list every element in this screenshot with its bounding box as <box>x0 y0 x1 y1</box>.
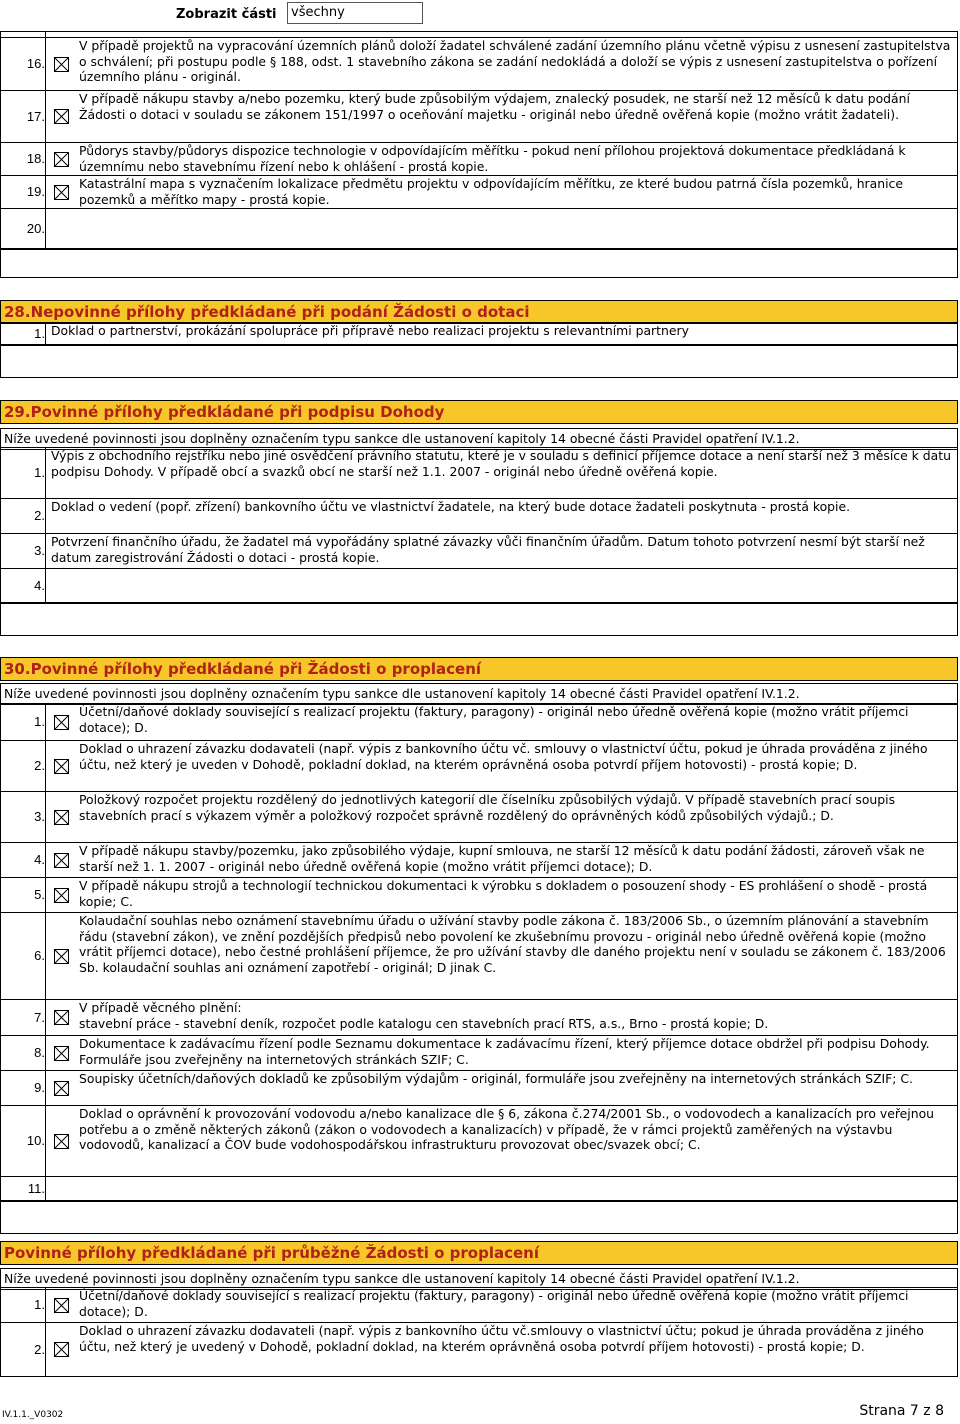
section-31-subtitle: Níže uvedené povinnosti jsou doplněny označením typu sankce dle ustanovení kapitoly 14 obecné části Pravidel opatření IV.1.2. <box>0 1268 958 1290</box>
row-text: Dokumentace k zadávacímu řízení podle Seznamu dokumentace k zadávacímu řízení, který příjemce dotace obdržel při podpisu Dohody. Formuláře jsou zveřejněny na internetových stránkách SZIF; C. <box>79 1036 930 1067</box>
row-divider <box>45 91 46 142</box>
row-text: Potvrzení finančního úřadu, že žadatel má vypořádány splatné závazky vůči finančním úřadům. Datum tohoto potvrzení nesmí být starší než datum zaregistrování Žádosti o dotaci - prostá kopie. <box>51 534 925 565</box>
attachment-row <box>0 703 958 741</box>
row-text: Výpis z obchodního rejstříku nebo jiné osvědčení právního statutu, které je v souladu s definicí příjemce dotace a není starší než 3 měsíce k datu podpisu Dohody. V případě obcí a svazků obcí ne starší než 1.1. 2007 - originál nebo úředně ověřená kopie. <box>51 448 951 479</box>
row-text: Katastrální mapa s vyznačením lokalizace předmětu projektu v odpovídajícím měřítku, ze které budou patrná čísla pozemků, hranice pozemků a měřítko mapy - prostá kopie. <box>79 176 903 207</box>
checked-checkbox-icon[interactable] <box>54 853 69 868</box>
row-text: V případě nákupu strojů a technologií technickou dokumentaci k výrobku s dokladem o posouzení shody - ES prohlášení o shodě - prostá kopie; C. <box>79 878 928 909</box>
row-number: 19. <box>26 184 45 199</box>
attachment-row <box>0 498 958 534</box>
section-29-header: 29.Povinné přílohy předkládané při podpisu Dohody <box>0 400 958 424</box>
attachment-row <box>0 740 958 792</box>
attachment-row <box>0 842 958 878</box>
row-number: 11. <box>27 1180 45 1196</box>
row-text: Doklad o partnerství, prokázání spolupráce při přípravě nebo realizaci projektu s relevantními partnery <box>51 323 689 338</box>
row-text: V případě věcného plnění: stavební práce - stavební deník, rozpočet podle katalogu cen stavebních prací RTS, a.s., Brno - prostá kopie; D. <box>79 1000 769 1031</box>
row-divider <box>45 448 46 498</box>
row-number: 16. <box>26 56 45 71</box>
row-number: 7. <box>34 1009 45 1025</box>
attachment-row <box>0 90 958 143</box>
row-text: V případě projektů na vypracování územních plánů doloží žadatel schválené zadání územního plánu včetně výpisu z usnesení zastupitelstva o schválení; při postupu podle § 188, odst. 1 stavebního zákona se zadání nedokládá a doloží se výpis z usnesení zastupitelstva o pořízení územního plánu - originál. <box>79 38 951 84</box>
section-28-empty-area <box>0 345 958 378</box>
row-number: 2. <box>34 508 45 523</box>
section-29-empty-area <box>0 603 958 636</box>
row-number: 1. <box>34 1297 45 1312</box>
checked-checkbox-icon[interactable] <box>54 57 69 72</box>
row-number: 1. <box>34 325 45 341</box>
row-number: 17. <box>26 108 45 124</box>
row-text: Soupisky účetních/daňových dokladů ke způsobilým výdajům - originál, formuláře jsou zveřejněny na internetových stránkách SZIF; C. <box>79 1071 913 1086</box>
attachment-row <box>0 1035 958 1071</box>
checked-checkbox-icon[interactable] <box>54 888 69 903</box>
row-number: 2. <box>34 1341 45 1357</box>
attachment-row <box>0 1070 958 1106</box>
row-divider <box>45 1000 46 1035</box>
checked-checkbox-icon[interactable] <box>54 109 69 124</box>
row-divider <box>45 209 46 248</box>
row-number: 5. <box>34 887 45 902</box>
row-divider <box>45 1177 46 1200</box>
checked-checkbox-icon[interactable] <box>54 810 69 825</box>
section-31-header: Povinné přílohy předkládané při průběžné Žádosti o proplacení <box>0 1241 958 1265</box>
row-text: V případě nákupu stavby/pozemku, jako způsobilého výdaje, kupní smlouva, ne starší 12 měsíců k datu podání žádosti, zároveň však ne starší než 1. 1. 2007 - originál nebo úředně ověřená kopie (možno vrátit příjemci dotace); D. <box>79 843 925 874</box>
attachment-row <box>0 1176 958 1201</box>
attachment-row <box>0 533 958 569</box>
checked-checkbox-icon[interactable] <box>54 185 69 200</box>
checked-checkbox-icon[interactable] <box>54 759 69 774</box>
attachment-row <box>0 1287 958 1323</box>
row-divider <box>45 913 46 999</box>
row-text: Kolaudační souhlas nebo oznámení stavebnímu úřadu o užívání stavby podle zákona č. 183/2006 Sb., o územním plánování a stavebním řádu (stavební zákon), ve znění pozdějších předpisů nebo povolení ke zkušebnímu provozu - originál nebo úředně ověřená kopie (možno vrátit příjemci dotace), nebo čestné prohlášení příjemce, že pro užívání stavby dle daného projektu není v souladu se zákonem č. 183/2006 Sb. kolaudační souhlas ani oznámení zapotřebí - originál; D jinak C. <box>79 913 946 975</box>
row-number: 20. <box>26 220 45 236</box>
checked-checkbox-icon[interactable] <box>54 1081 69 1096</box>
row-text: Doklad o uhrazení závazku dodavateli (např. výpis z bankovního účtu vč. smlouvy o vlastnictví účtu, pokud je úhrada prováděna z jiného účtu, než který je uveden v Dohodě, pokladní doklad, na kterém oprávněná osoba potvrdí příjem hotovosti) - prostá kopie; D. <box>79 741 928 772</box>
row-divider <box>45 38 46 90</box>
document-code: IV.1.1._V0302 <box>2 1410 64 1420</box>
row-divider <box>45 323 46 344</box>
row-divider <box>45 741 46 791</box>
checked-checkbox-icon[interactable] <box>54 1342 69 1357</box>
row-number: 18. <box>26 151 45 166</box>
row-number: 4. <box>34 852 45 867</box>
row-divider <box>45 878 46 912</box>
attachment-row <box>0 447 958 499</box>
checked-checkbox-icon[interactable] <box>54 715 69 730</box>
attachment-row <box>0 1322 958 1377</box>
row-divider <box>45 1036 46 1070</box>
row-text: Doklad o oprávnění k provozování vodovodu a/nebo kanalizace dle § 6, zákona č.274/2001 Sb., o vodovodech a kanalizacích pro veřejnou potřebu a o změně některých zákonů (zákon o vodovodech a kanalizacích) v případě, že v rámci projektů zaměřených na výstavbu vodovodů, kanalizací a ČOV bude vodohospodářskou infrastrukturu provozovat obec/svazek obcí; C. <box>79 1106 935 1152</box>
checked-checkbox-icon[interactable] <box>54 1298 69 1313</box>
row-text: Doklad o vedení (popř. zřízení) bankovního účtu ve vlastnictví žadatele, na který bude dotace žadateli poskytnuta - prostá kopie. <box>51 499 851 514</box>
attachment-row <box>0 999 958 1036</box>
attachment-row <box>0 877 958 913</box>
attachment-row <box>0 142 958 176</box>
row-divider <box>45 1323 46 1376</box>
row-number: 6. <box>34 948 45 963</box>
row-text: Doklad o uhrazení závazku dodavateli (např. výpis z bankovního účtu vč.smlouvy o vlastnictví účtu; pokud je úhrada prováděna z jiného účtu, než který je uvedený v Dohodě, pokladní doklad, na kterém oprávněná osoba potvrdí příjem hotovosti) - prostá kopie; D. <box>79 1323 924 1354</box>
row-number: 3. <box>34 543 45 558</box>
section-30-header: 30.Povinné přílohy předkládané při Žádosti o proplacení <box>0 657 958 681</box>
row-divider <box>45 843 46 877</box>
attachment-row <box>0 37 958 91</box>
row-divider <box>45 534 46 568</box>
row-divider <box>45 569 46 602</box>
row-number: 10. <box>26 1133 45 1148</box>
attachment-row <box>0 208 958 249</box>
row-number: 1. <box>34 714 45 729</box>
show-sections-select[interactable]: všechny <box>287 2 423 24</box>
section-30-subtitle: Níže uvedené povinnosti jsou doplněny označením typu sankce dle ustanovení kapitoly 14 obecné části Pravidel opatření IV.1.2. <box>0 683 958 705</box>
row-number: 8. <box>34 1045 45 1060</box>
row-text: Účetní/daňové doklady související s realizací projektu (faktury, paragony) - originál nebo úředně ověřená kopie (možno vrátit příjemci dotace); D. <box>79 704 909 735</box>
row-divider <box>45 792 46 842</box>
row-text: Položkový rozpočet projektu rozdělený do jednotlivých kategorií dle číselníku způsobilých výdajů. V případě stavebních prací soupis stavebních prací s výkazem výměr a položkový rozpočet správně rozdělený do oprávněných kódů způsobilých výdajů.; D. <box>79 792 896 823</box>
attachment-row <box>0 791 958 843</box>
section-29-subtitle: Níže uvedené povinnosti jsou doplněny označením typu sankce dle ustanovení kapitoly 14 obecné části Pravidel opatření IV.1.2. <box>0 428 958 450</box>
checked-checkbox-icon[interactable] <box>54 1010 69 1025</box>
show-sections-label: Zobrazit části <box>176 7 277 22</box>
section-30-empty-area <box>0 1201 958 1234</box>
row-number: 2. <box>34 758 45 773</box>
row-number: 9. <box>34 1080 45 1095</box>
page-number: Strana 7 z 8 <box>859 1403 944 1419</box>
attachment-row <box>0 568 958 603</box>
attachment-row <box>0 1105 958 1177</box>
row-text: Účetní/daňové doklady související s realizací projektu (faktury, paragony) - originál nebo úředně ověřená kopie (možno vrátit příjemci dotace); D. <box>79 1288 909 1319</box>
row-divider <box>45 176 46 208</box>
row-number: 4. <box>34 577 45 593</box>
row-number: 3. <box>34 809 45 824</box>
row-divider <box>45 499 46 533</box>
section-28-header: 28.Nepovinné přílohy předkládané při podání Žádosti o dotaci <box>0 300 958 324</box>
attachment-row <box>0 322 958 345</box>
attachment-row <box>0 912 958 1000</box>
checked-checkbox-icon[interactable] <box>54 152 69 167</box>
row-divider <box>45 1288 46 1322</box>
checked-checkbox-icon[interactable] <box>54 1046 69 1061</box>
attachment-row <box>0 175 958 209</box>
checked-checkbox-icon[interactable] <box>54 1134 69 1149</box>
checked-checkbox-icon[interactable] <box>54 949 69 964</box>
section-27-empty-area <box>0 249 958 278</box>
row-number: 1. <box>34 465 45 480</box>
row-text: Půdorys stavby/půdorys dispozice technologie v odpovídajícím měřítku - pokud není přílohou projektová dokumentace předkládaná k územnímu nebo stavebnímu řízení nebo k ohlášení - prostá kopie. <box>79 143 906 174</box>
row-divider <box>45 1106 46 1176</box>
row-divider <box>45 143 46 175</box>
row-text: V případě nákupu stavby a/nebo pozemku, který bude způsobilým výdajem, znalecký posudek, ne starší než 12 měsíců k datu podání Žádosti o dotaci v souladu se zákonem 151/1997 o oceňování majetku - originál nebo úředně ověřená kopie (možno vrátit žadateli). <box>79 91 910 122</box>
row-divider <box>45 1071 46 1105</box>
row-divider <box>45 704 46 740</box>
